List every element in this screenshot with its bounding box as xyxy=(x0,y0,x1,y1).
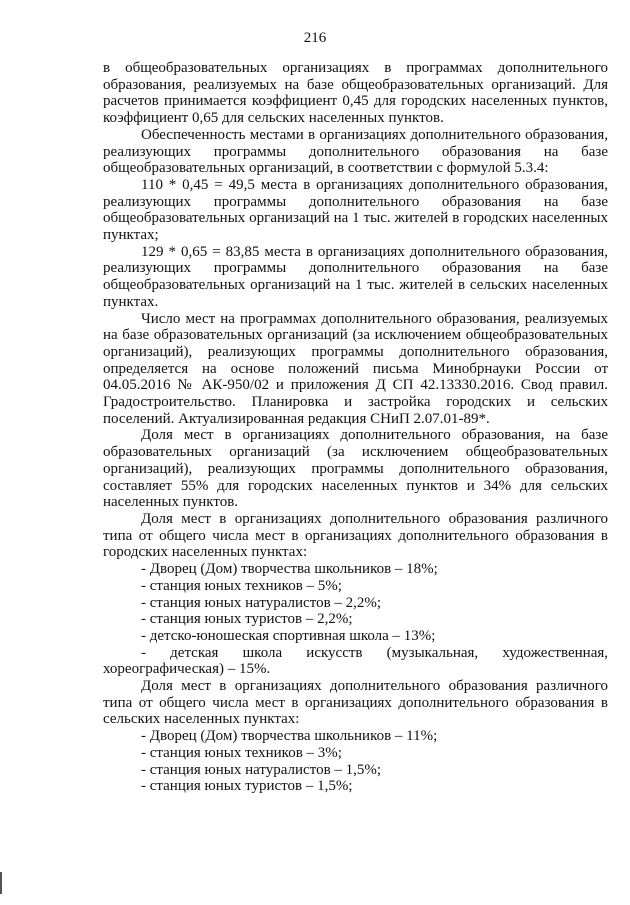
list-item: - Дворец (Дом) творчества школьников – 11%; xyxy=(141,728,438,745)
paragraph: Число мест на программах дополнительного образования, реализуемых на базе образовательных организаций (за исключением общеобразовательных организаций), реализующих программы дополнительного образования, определяется на основе положений письма Минобрнауки России от 04.05.2016 № АК-950/02 и приложения Д СП 42.13330.2016. Свод правил. Градостроительство. Планировка и застройка городских и сельских поселений. Актуализированная редакция СНиП 2.07.01-89*. xyxy=(103,310,608,427)
list-item: - станция юных туристов – 2,2%; xyxy=(141,611,353,628)
list-item: - станция юных туристов – 1,5%; xyxy=(141,778,353,795)
list-item: - станция юных натуралистов – 1,5%; xyxy=(141,761,382,778)
list-item: - станция юных техников – 3%; xyxy=(141,744,342,761)
list-item: - станция юных техников – 5%; xyxy=(141,577,342,594)
list-item: - станция юных натуралистов – 2,2%; xyxy=(141,594,382,611)
paragraph: Доля мест в организациях дополнительного образования, на базе образовательных организаций (за исключением общеобразовательных организаций), реализующих программы дополнительного образования, составляет 55% для городских населенных пунктов и 34% для сельских населенных пунктов. xyxy=(103,427,608,511)
scan-edge-mark xyxy=(0,872,2,894)
formula-paragraph: 129 * 0,65 = 83,85 места в организациях дополнительного образования, реализующих программы дополнительного образования на базе общеобразовательных организаций на 1 тыс. жителей в сельских населенных пунктах. xyxy=(103,243,608,310)
paragraph: Обеспеченность местами в организациях дополнительного образования, реализующих программы дополнительного образования на базе общеобразовательных организаций, в соответствии с формулой 5.3.4: xyxy=(103,126,608,177)
page-number: 216 xyxy=(303,30,327,46)
paragraph: в общеобразовательных организациях в программах дополнительного образования, реализуемых на базе общеобразовательных организаций. Для расчетов принимается коэффициент 0,45 для городских населенных пунктов, коэффициент 0,65 для сельских населенных пунктов. xyxy=(103,60,608,127)
body-text xyxy=(103,60,608,795)
paragraph: Доля мест в организациях дополнительного образования различного типа от общего числа мест в организациях дополнительного образования в сельских населенных пунктах: xyxy=(103,678,608,728)
paragraph: Доля мест в организациях дополнительного образования различного типа от общего числа мест в организациях дополнительного образования в городских населенных пунктах: xyxy=(103,510,608,561)
list-item: - детско-юношеская спортивная школа – 13%; xyxy=(141,627,436,644)
formula-paragraph: 110 * 0,45 = 49,5 места в организациях дополнительного образования, реализующих программы дополнительного образования на базе общеобразовательных организаций на 1 тыс. жителей в городских населенных пунктах; xyxy=(103,176,608,244)
list-item: - Дворец (Дом) творчества школьников – 18%; xyxy=(141,561,438,578)
list-item: - детская школа искусств (музыкальная, художественная, хореографическая) – 15%. xyxy=(103,644,608,678)
